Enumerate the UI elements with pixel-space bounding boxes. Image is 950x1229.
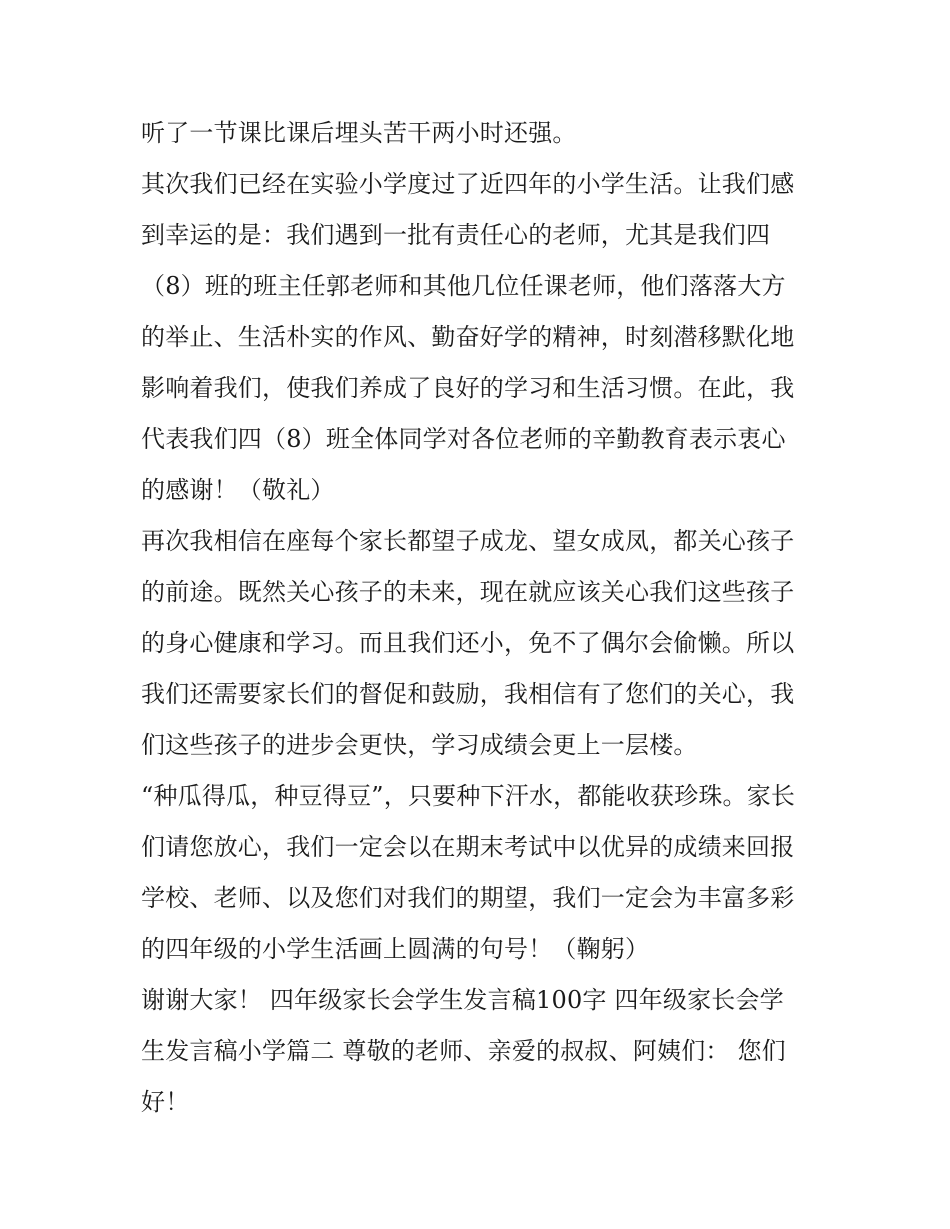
- text-line: （8）班的班主任郭老师和其他几位任课老师，他们落落大方: [141, 272, 786, 300]
- text-line: 好！: [141, 1088, 190, 1116]
- text-line: 们请您放心，我们一定会以在期末考试中以优异的成绩来回报: [141, 833, 795, 861]
- text-line: 代表我们四（8）班全体同学对各位老师的辛勤教育表示衷心: [141, 425, 786, 453]
- text-line: 其次我们已经在实验小学度过了近四年的小学生活。让我们感: [141, 170, 795, 198]
- text-line: 到幸运的是：我们遇到一批有责任心的老师，尤其是我们四: [141, 221, 771, 249]
- text-line: 的前途。既然关心孩子的未来，现在就应该关心我们这些孩子: [141, 578, 795, 606]
- text-line: 学校、老师、以及您们对我们的期望，我们一定会为丰富多彩: [141, 884, 795, 912]
- text-line: 的四年级的小学生活画上圆满的句号！（鞠躬）: [141, 935, 650, 963]
- text-line: 的举止、生活朴实的作风、勤奋好学的精神，时刻潜移默化地: [141, 323, 795, 351]
- text-line: 生发言稿小学篇二 尊敬的老师、亲爱的叔叔、阿姨们： 您们: [141, 1037, 786, 1065]
- text-line: 们这些孩子的进步会更快，学习成绩会更上一层楼。: [141, 731, 698, 759]
- speech-text: [141, 108, 821, 1128]
- text-line: 的身心健康和学习。而且我们还小，免不了偶尔会偷懒。所以: [141, 629, 795, 657]
- text-line: 的感谢！（敬礼）: [141, 476, 335, 504]
- text-line: 谢谢大家！ 四年级家长会学生发言稿100字 四年级家长会学: [141, 986, 784, 1014]
- text-line: 影响着我们，使我们养成了良好的学习和生活习惯。在此，我: [141, 374, 795, 402]
- text-line: 听了一节课比课后埋头苦干两小时还强。: [141, 119, 577, 147]
- text-line: 我们还需要家长们的督促和鼓励，我相信有了您们的关心，我: [141, 680, 795, 708]
- text-line: 再次我相信在座每个家长都望子成龙、望女成凤，都关心孩子: [141, 527, 795, 555]
- text-line: “种瓜得瓜，种豆得豆”，只要种下汗水，都能收获珍珠。家长: [141, 782, 796, 810]
